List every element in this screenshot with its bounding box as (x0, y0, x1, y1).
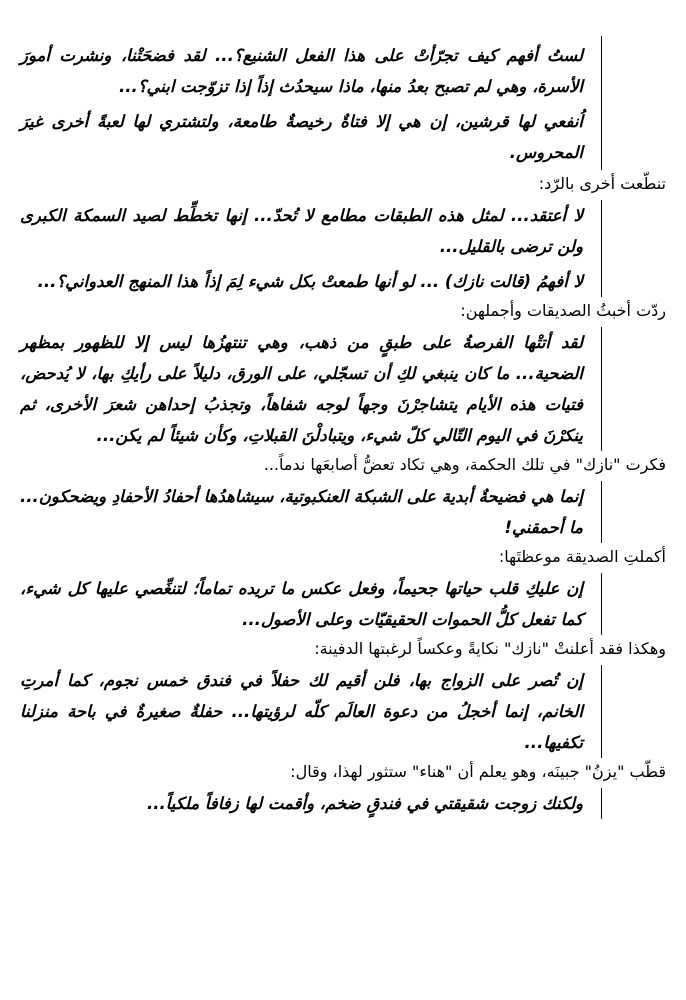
narration-line: أكملتِ الصديقة موعظتَها: (498, 547, 666, 566)
quote-paragraph: إن تُصر على الزواج بها، فلن أقيم لك حفلاً في فندق خمس نجوم، كما أمرتِ الخانم، إنما أخجلُ من دعوة العالَم كلّه لرؤيتها... حفلةٌ صغيرةٌ في باحة منزلنا تكفيها... (20, 671, 583, 752)
quote-paragraph: لقد أتتْها الفرصةُ على طبقٍ من ذهب، وهي تنتهزُها ليس إلا للظهور بمظهر الضحية... ما كان ينبغي لكِ أن تسجّلي، على الورق، دليلاً على رأيكِ بها، لا يُدحض، فتيات هذه الأيام يتشاجرْنَ وجهاً لوجه شفاهاً، وتجذبُ إحداهن شعرَ الأخرى، ثم ينكرْنَ في اليوم التّالي كلّ شيء، ويتبادلْنَ القبلاتِ، وكأن شيئاً لم يكن... (20, 333, 583, 445)
quote-paragraph: لا أفهمُ (قالت نازك) ... لو أنها طمعتْ بكل شيء لِمَ إذاً هذا المنهج العدواني؟... (37, 272, 583, 291)
quote-paragraph: اُنفعي لها قرشين، إن هي إلا فتاةٌ رخيصةٌ طامعة، ولتشتري لها لعبةً أخرى غيرَ المحروس. (20, 112, 583, 162)
document-page (20, 36, 666, 819)
quote-block (20, 481, 602, 543)
quote-paragraph: ولكنك زوجت شقيقتي في فندقٍ ضخم، وأقمت لها زفافاً ملكياً... (146, 794, 583, 813)
narration-line: وهكذا فقد أعلنتْ "نازك" نكايةً وعكساً لرغبتها الدفينة: (314, 639, 666, 658)
quote-paragraph: إنما هي فضيحةٌ أبدية على الشبكة العنكبوتية، سيشاهدُها أحفادُ الأحفادِ ويضحكون... ما أحمقني! (20, 487, 583, 537)
narration-line: تنطّعت أخرى بالرّد: (538, 174, 666, 193)
narration-line: قطّب "يزنُ" جبينَه، وهو يعلم أن "هناء" ستثور لهذا، وقال: (290, 762, 666, 781)
quote-block (20, 788, 602, 819)
quote-block (20, 573, 602, 635)
quote-block (20, 36, 602, 170)
narration-line: ردّت أخبثُ الصديقات وأجملهن: (460, 301, 666, 320)
quote-block (20, 665, 602, 758)
quote-block (20, 200, 602, 297)
quote-paragraph: إن عليكِ قلب حياتها جحيماً، وفعل عكس ما تريده تماماً؛ لتنغِّصي عليها كل شيء، كما تفعل كلُّ الحموات الحقيقيّات وعلى الأصول... (20, 579, 583, 629)
narration-line: فكرت "نازك" في تلك الحكمة، وهي تكاد تعضُّ أصابعَها ندماً... (263, 455, 666, 474)
quote-paragraph: لستُ أفهم كيف تجرّأتْ على هذا الفعل الشنيع؟... لقد فضحَتْنا، ونشرت أمورَ الأسرة، وهي لم تصبح بعدُ منها، ماذا سيحدُث إذاً إذا تزوّجت ابني؟... (20, 46, 583, 96)
quote-paragraph: لا أعتقد... لمثل هذه الطبقات مطامع لا تُحدّ... إنها تخطِّط لصيد السمكة الكبرى ولن ترضى بالقليل... (20, 206, 583, 256)
quote-block (20, 327, 602, 451)
